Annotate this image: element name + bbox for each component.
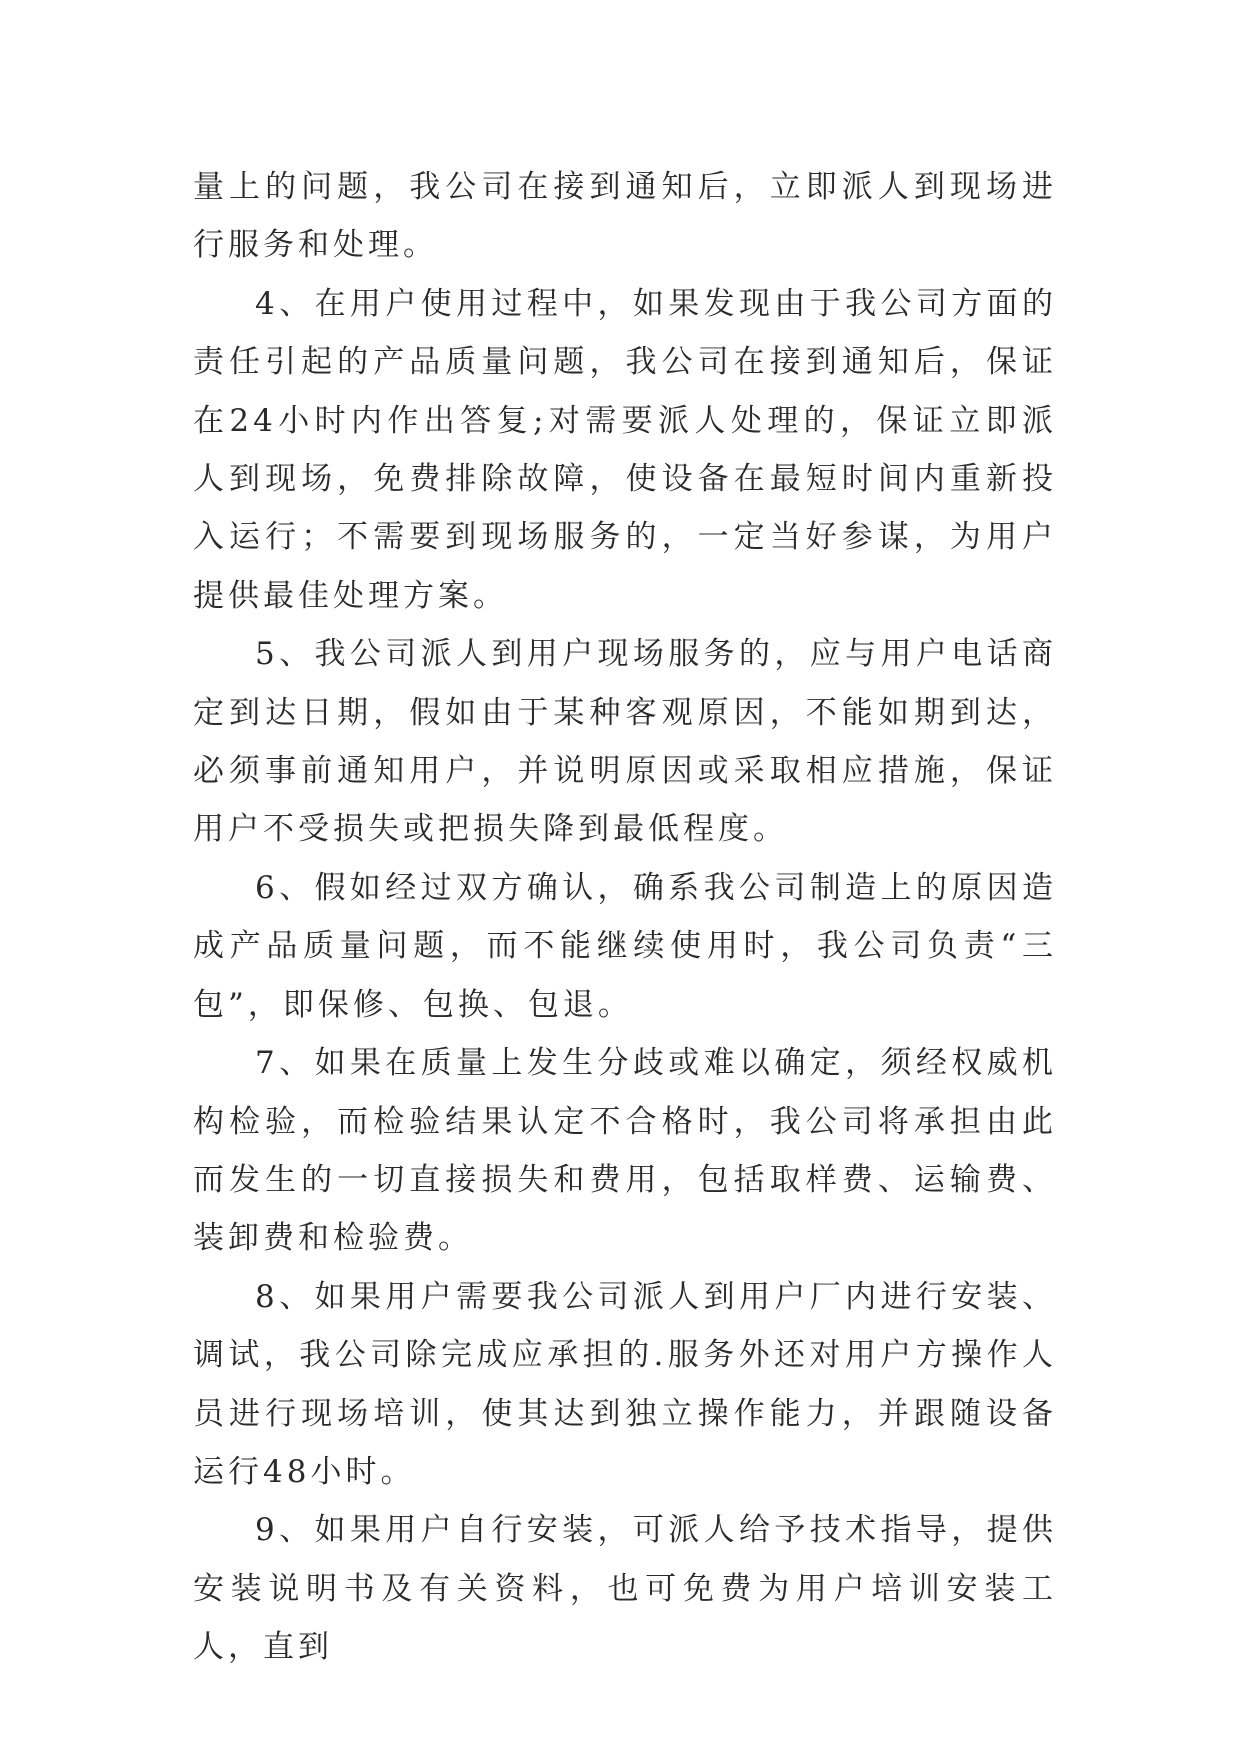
paragraph-4: 6、假如经过双方确认，确系我公司制造上的原因造成产品质量问题，而不能继续使用时，我公司负责“三包”，即保修、包换、包退。 bbox=[193, 869, 1057, 1023]
document-page bbox=[193, 158, 1057, 1677]
paragraph-6: 8、如果用户需要我公司派人到用户厂内进行安装、调试，我公司除完成应承担的.服务外还对用户方操作人员进行现场培训，使其达到独立操作能力，并跟随设备运行48小时。 bbox=[193, 1278, 1057, 1490]
paragraph-2: 4、在用户使用过程中，如果发现由于我公司方面的责任引起的产品质量问题，我公司在接到通知后，保证在24小时内作出答复;对需要派人处理的，保证立即派人到现场，免费排除故障，使设备在最短时间内重新投入运行；不需要到现场服务的，一定当好参谋，为用户提供最佳处理方案。 bbox=[193, 285, 1057, 614]
paragraph-5: 7、如果在质量上发生分歧或难以确定，须经权威机构检验，而检验结果认定不合格时，我公司将承担由此而发生的一切直接损失和费用，包括取样费、运输费、装卸费和检验费。 bbox=[193, 1045, 1057, 1257]
paragraph-3: 5、我公司派人到用户现场服务的，应与用户电话商定到达日期，假如由于某种客观原因，不能如期到达，必须事前通知用户，并说明原因或采取相应措施，保证用户不受损失或把损失降到最低程度。 bbox=[193, 636, 1057, 848]
paragraph-7: 9、如果用户自行安装，可派人给予技术指导，提供安装说明书及有关资料，也可免费为用户培训安装工人，直到 bbox=[193, 1512, 1057, 1666]
paragraph-1: 量上的问题，我公司在接到通知后，立即派人到现场进行服务和处理。 bbox=[193, 169, 1057, 264]
